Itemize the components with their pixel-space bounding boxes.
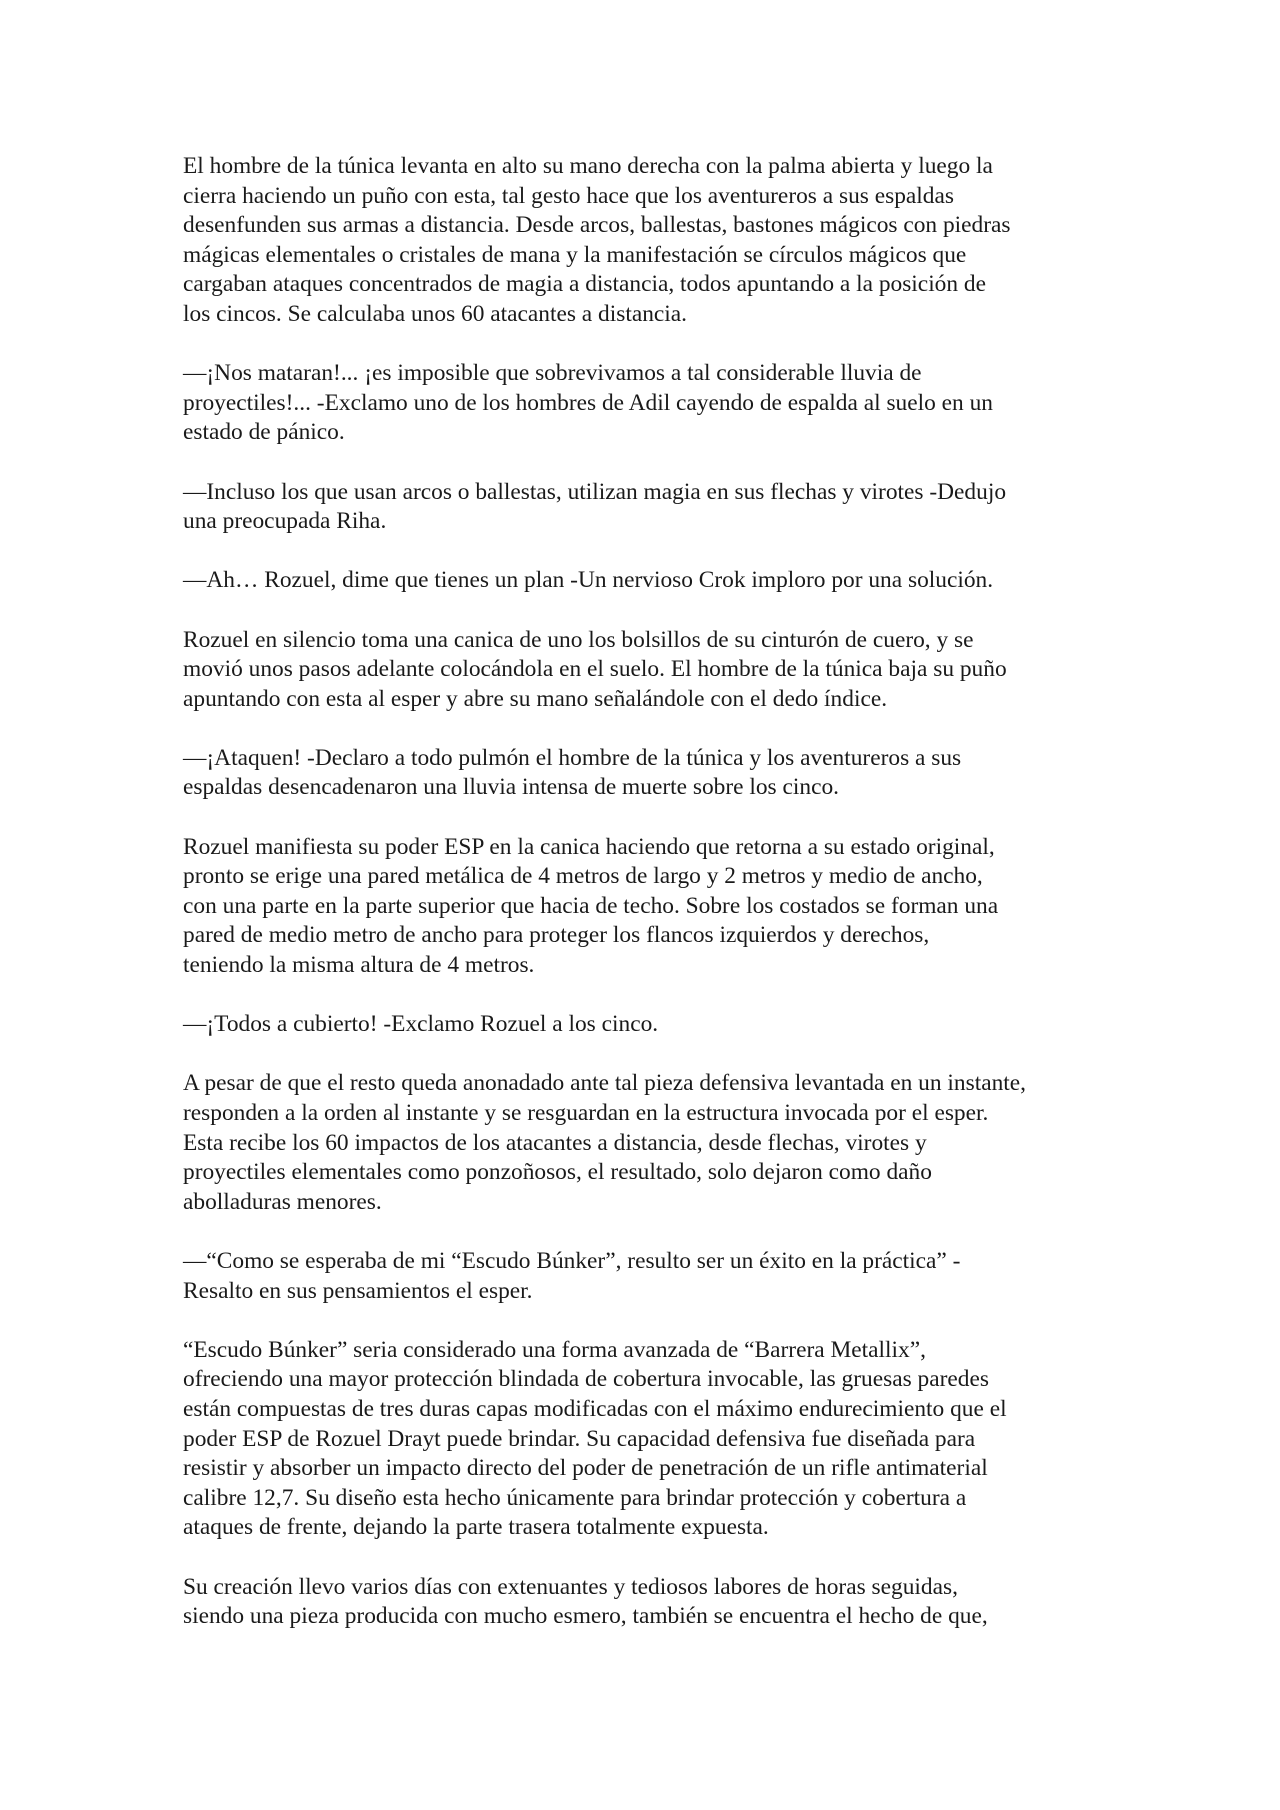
text-line: Rozuel en silencio toma una canica de uno los bolsillos de su cinturón de cuero, y se bbox=[183, 626, 974, 653]
paragraph bbox=[183, 152, 1103, 330]
text-line: —Incluso los que usan arcos o ballestas, utilizan magia en sus flechas y virotes -Dedujo bbox=[183, 478, 1007, 505]
text-line: cargaban ataques concentrados de magia a distancia, todos apuntando a la posición de bbox=[183, 271, 987, 298]
text-line: A pesar de que el resto queda anonadado ante tal pieza defensiva levantada en un instante, bbox=[183, 1070, 1027, 1097]
text-line: Resalto en sus pensamientos el esper. bbox=[183, 1277, 533, 1304]
paragraph bbox=[183, 1069, 1103, 1217]
text-line: El hombre de la túnica levanta en alto su mano derecha con la palma abierta y luego la bbox=[183, 153, 993, 179]
text-line: siendo una pieza producida con mucho esmero, también se encuentra el hecho de que, bbox=[183, 1603, 988, 1630]
text-line: desenfunden sus armas a distancia. Desde arcos, ballestas, bastones mágicos con piedras bbox=[183, 212, 1011, 239]
paragraph bbox=[183, 626, 1103, 715]
paragraph bbox=[183, 833, 1103, 981]
text-line: mágicas elementales o cristales de mana y la manifestación se círculos mágicos que bbox=[183, 241, 967, 268]
paragraph bbox=[183, 359, 1103, 448]
text-line: movió unos pasos adelante colocándola en el suelo. El hombre de la túnica baja su puño bbox=[183, 656, 1007, 683]
text-line: pronto se erige una pared metálica de 4 metros de largo y 2 metros y medio de ancho, bbox=[183, 863, 983, 890]
text-line: una preocupada Riha. bbox=[183, 508, 387, 535]
text-line: calibre 12,7. Su diseño esta hecho únicamente para brindar protección y cobertura a bbox=[183, 1484, 967, 1511]
text-line: Rozuel manifiesta su poder ESP en la canica haciendo que retorna a su estado original, bbox=[183, 833, 995, 860]
text-line: apuntando con esta al esper y abre su mano señalándole con el dedo índice. bbox=[183, 685, 888, 712]
text-line: —Ah… Rozuel, dime que tienes un plan -Un nervioso Crok imploro por una solución. bbox=[183, 567, 994, 594]
text-line: ofreciendo una mayor protección blindada de cobertura invocable, las gruesas paredes bbox=[183, 1366, 989, 1393]
paragraph bbox=[183, 478, 1103, 537]
text-line: estado de pánico. bbox=[183, 419, 345, 446]
text-line: “Escudo Búnker” seria considerado una forma avanzada de “Barrera Metallix”, bbox=[183, 1336, 926, 1363]
paragraph bbox=[183, 1010, 1103, 1040]
text-line: Esta recibe los 60 impactos de los atacantes a distancia, desde flechas, virotes y bbox=[183, 1129, 927, 1156]
text-line: —“Como se esperaba de mi “Escudo Búnker”, resulto ser un éxito en la práctica” - bbox=[183, 1247, 961, 1274]
paragraph bbox=[183, 744, 1103, 803]
document-body bbox=[183, 152, 1103, 1661]
text-line: los cincos. Se calculaba unos 60 atacantes a distancia. bbox=[183, 300, 688, 327]
text-line: resistir y absorber un impacto directo del poder de penetración de un rifle antimaterial bbox=[183, 1455, 988, 1482]
text-line: poder ESP de Rozuel Drayt puede brindar. Su capacidad defensiva fue diseñada para bbox=[183, 1425, 976, 1452]
text-line: están compuestas de tres duras capas modificadas con el máximo endurecimiento que el bbox=[183, 1395, 1007, 1422]
paragraph bbox=[183, 1336, 1103, 1543]
text-line: —¡Nos mataran!... ¡es imposible que sobrevivamos a tal considerable lluvia de bbox=[183, 360, 922, 387]
paragraph bbox=[183, 566, 1103, 596]
text-line: proyectiles elementales como ponzoñosos, el resultado, solo dejaron como daño bbox=[183, 1159, 932, 1186]
text-line: ataques de frente, dejando la parte trasera totalmente expuesta. bbox=[183, 1514, 769, 1541]
text-line: teniendo la misma altura de 4 metros. bbox=[183, 952, 535, 979]
text-line: —¡Todos a cubierto! -Exclamo Rozuel a los cinco. bbox=[183, 1011, 659, 1038]
text-line: responden a la orden al instante y se resguardan en la estructura invocada por el esper. bbox=[183, 1100, 989, 1126]
paragraph bbox=[183, 1573, 1103, 1632]
text-line: espaldas desencadenaron una lluvia intensa de muerte sobre los cinco. bbox=[183, 774, 839, 801]
text-line: abolladuras menores. bbox=[183, 1188, 382, 1215]
text-line: Su creación llevo varios días con extenuantes y tediosos labores de horas seguidas, bbox=[183, 1573, 958, 1600]
text-line: con una parte en la parte superior que hacia de techo. Sobre los costados se forman una bbox=[183, 892, 999, 919]
text-line: cierra haciendo un puño con esta, tal gesto hace que los aventureros a sus espaldas bbox=[183, 182, 954, 209]
paragraph bbox=[183, 1247, 1103, 1306]
text-line: —¡Ataquen! -Declaro a todo pulmón el hombre de la túnica y los aventureros a sus bbox=[183, 744, 962, 771]
text-line: pared de medio metro de ancho para proteger los flancos izquierdos y derechos, bbox=[183, 922, 930, 949]
text-line: proyectiles!... -Exclamo uno de los hombres de Adil cayendo de espalda al suelo en un bbox=[183, 389, 993, 416]
